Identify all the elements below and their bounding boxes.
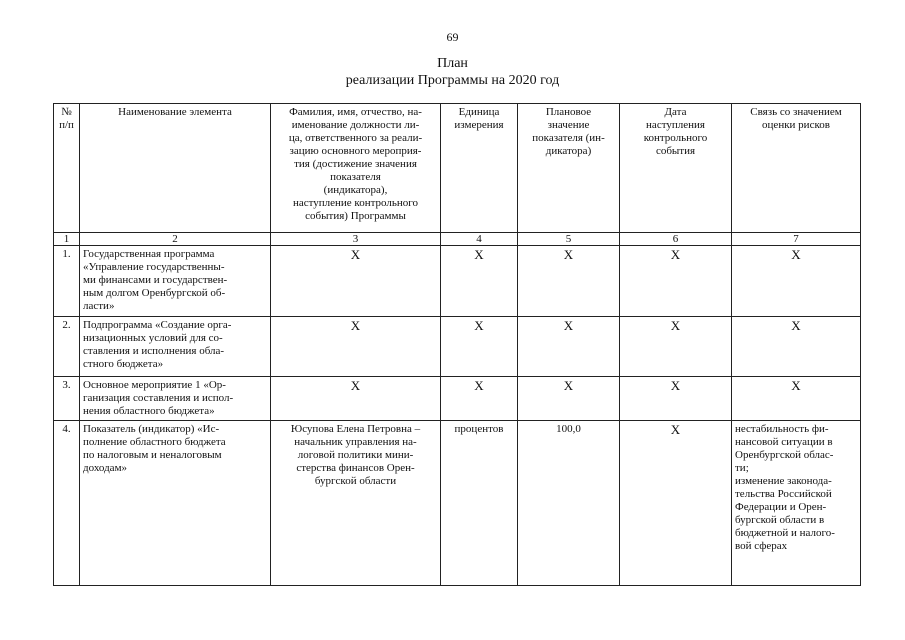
header-responsible: Фамилия, имя, отчество, на- именование должности ли- ца, ответственного за реали- зацию основного мероприя- тия (достижение значения показателя (индикатора), наступление контрольного события) Программы	[271, 104, 441, 233]
header-unit: Единица измерения	[441, 104, 518, 233]
column-number: 6	[620, 233, 732, 246]
element-name: Государственная программа «Управление государственны- ми финансами и государствен- ным долгом Оренбургской об- ласти»	[80, 246, 271, 317]
responsible-cell: Юсупова Елена Петровна – начальник управления на- логовой политики мини- стерства финансов Орен- бургской области	[271, 421, 441, 586]
column-number: 2	[80, 233, 271, 246]
document-title	[0, 55, 905, 89]
table-row	[54, 421, 861, 586]
column-number: 3	[271, 233, 441, 246]
row-number: 2.	[54, 317, 80, 377]
planned-value-cell: Х	[518, 377, 620, 421]
title-line-2: реализации Программы на 2020 год	[345, 73, 560, 88]
header-row	[54, 104, 861, 233]
page-number: 69	[446, 30, 459, 44]
unit-cell: Х	[441, 246, 518, 317]
planned-value-cell: Х	[518, 317, 620, 377]
column-number-row	[54, 233, 861, 246]
header-planned-value: Плановое значение показателя (ин- дикатора)	[518, 104, 620, 233]
event-date-cell: Х	[620, 246, 732, 317]
risk-cell: Х	[732, 377, 861, 421]
responsible-cell: Х	[271, 246, 441, 317]
unit-cell: процентов	[441, 421, 518, 586]
column-number: 7	[732, 233, 861, 246]
event-date-cell: Х	[620, 421, 732, 586]
row-number: 3.	[54, 377, 80, 421]
event-date-cell: Х	[620, 377, 732, 421]
event-date-cell: Х	[620, 317, 732, 377]
table-row	[54, 317, 861, 377]
header-number: № п/п	[54, 104, 80, 233]
planned-value-cell: Х	[518, 246, 620, 317]
header-risk: Связь со значением оценки рисков	[732, 104, 861, 233]
responsible-cell: Х	[271, 317, 441, 377]
column-number: 4	[441, 233, 518, 246]
risk-cell: Х	[732, 246, 861, 317]
risk-cell: нестабильность фи- нансовой ситуации в Оренбургской облас- ти; изменение законода- тельства Российской Федерации и Орен- бургской области в бюджетной и налого- вой сферах	[732, 421, 861, 586]
table-row	[54, 246, 861, 317]
responsible-cell: Х	[271, 377, 441, 421]
planned-value-cell: 100,0	[518, 421, 620, 586]
column-number: 1	[54, 233, 80, 246]
risk-cell: Х	[732, 317, 861, 377]
header-event-date: Дата наступления контрольного события	[620, 104, 732, 233]
row-number: 4.	[54, 421, 80, 586]
table-row	[54, 377, 861, 421]
row-number: 1.	[54, 246, 80, 317]
unit-cell: Х	[441, 317, 518, 377]
header-element-name: Наименование элемента	[80, 104, 271, 233]
title-line-1: План	[437, 56, 468, 71]
plan-table	[53, 103, 861, 586]
element-name: Показатель (индикатор) «Ис- полнение областного бюджета по налоговым и неналоговым доходам»	[80, 421, 271, 586]
element-name: Основное мероприятие 1 «Ор- ганизация составления и испол- нения областного бюджета»	[80, 377, 271, 421]
unit-cell: Х	[441, 377, 518, 421]
element-name: Подпрограмма «Создание орга- низационных условий для со- ставления и исполнения обла- стного бюджета»	[80, 317, 271, 377]
column-number: 5	[518, 233, 620, 246]
